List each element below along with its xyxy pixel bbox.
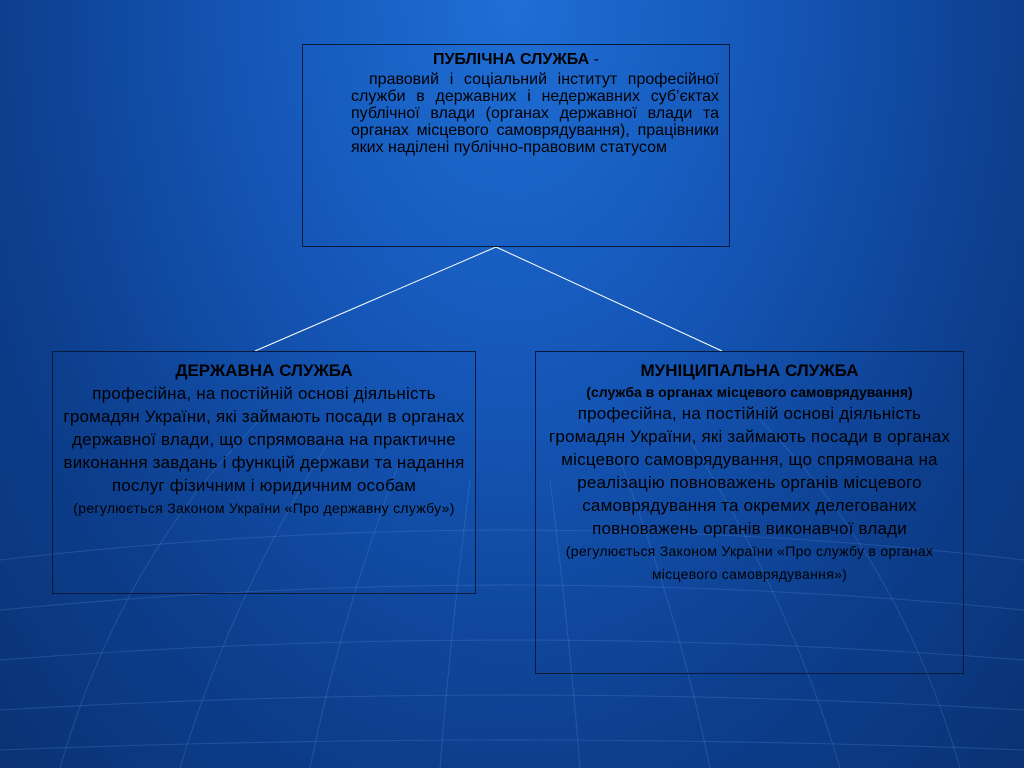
state-service-box [52, 351, 476, 594]
connector-left [255, 247, 496, 351]
public-service-definition: правовий і соціальний інститут професійної служби в державних і недержавних суб’єктах публічної влади (органах державної влади та органах місцевого самоврядування), працівники яких наділені публічно-правовим статусом [351, 71, 719, 156]
public-service-title-text: ПУБЛІЧНА СЛУЖБА [432, 51, 590, 68]
public-service-box [302, 44, 730, 247]
public-service-title [313, 51, 719, 69]
state-service-law-note: (регулюється Законом України «Про державну службу») [73, 500, 455, 516]
municipal-service-subtitle: (служба в органах місцевого самоврядування) [586, 384, 913, 400]
municipal-service-definition: професійна, на постійній основі діяльність громадян України, які займають посади в органах місцевого самоврядування, що спрямована на реалізацію повноважень органів місцевого самоврядування та окремих делегованих повноважень органів виконавчої влади [548, 404, 951, 538]
municipal-service-box [535, 351, 964, 674]
public-service-dash: - [589, 51, 600, 68]
connector-right [496, 247, 722, 351]
state-service-title: ДЕРЖАВНА СЛУЖБА [175, 361, 353, 380]
state-service-definition: професійна, на постійній основі діяльність громадян України, які займають посади в органах державної влади, що спрямована на практичне виконання завдань і функцій держави та надання послуг фізичним і юридичним особам [63, 384, 465, 495]
municipal-service-law-note: (регулюється Законом України «Про службу в органах місцевого самоврядування») [565, 543, 934, 582]
municipal-service-title: МУНІЦИПАЛЬНА СЛУЖБА [640, 361, 859, 380]
